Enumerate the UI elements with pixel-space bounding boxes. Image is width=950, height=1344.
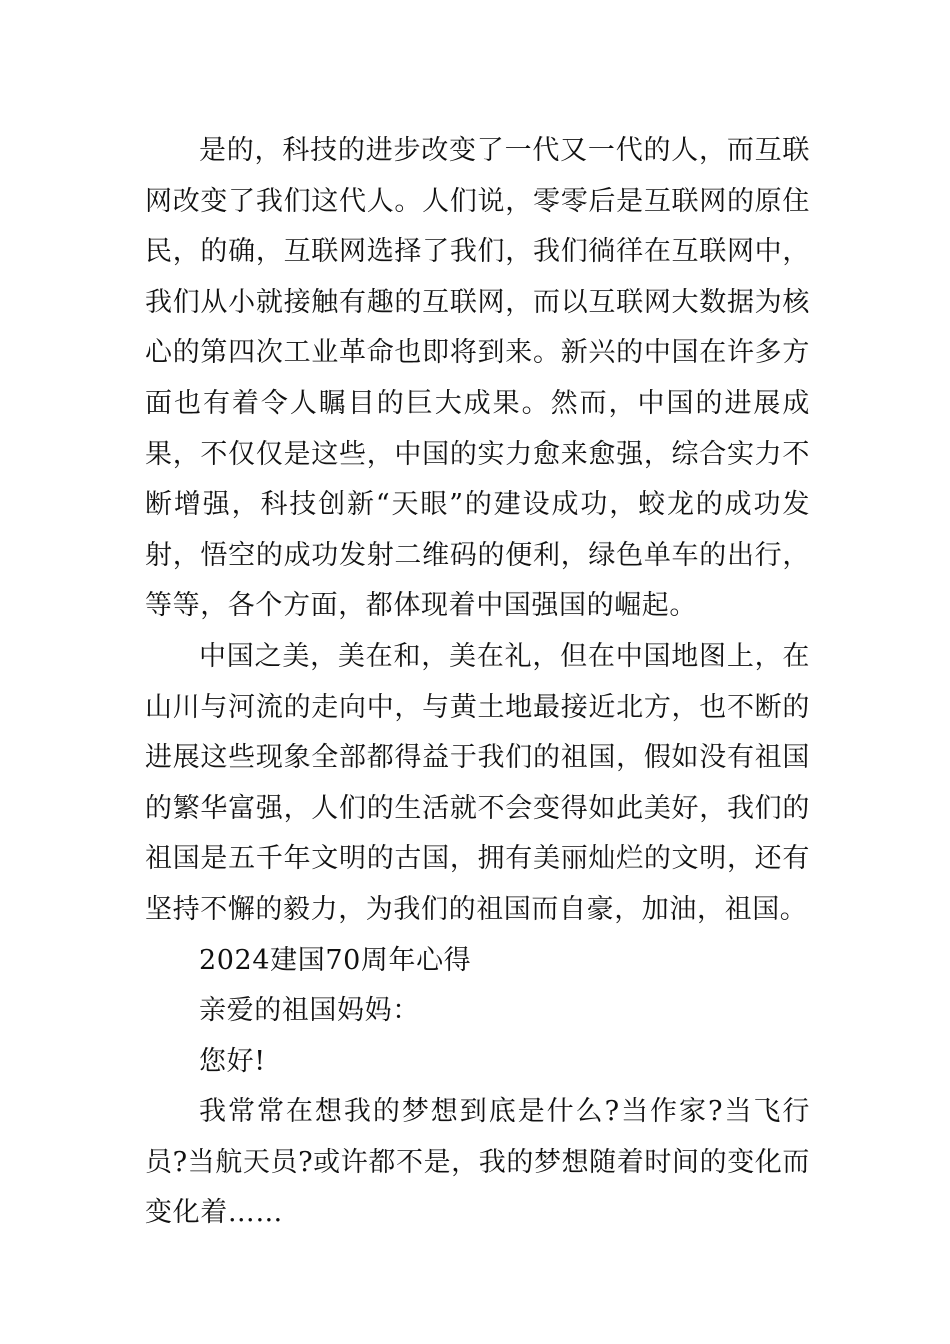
- paragraph-dream: 我常常在想我的梦想到底是什么?当作家?当飞行员?当航天员?或许都不是，我的梦想随着时间的变化而变化着……: [145, 1096, 810, 1229]
- letter-greeting: 您好!: [199, 1045, 266, 1077]
- paragraph-beauty-of-china: 中国之美，美在和，美在礼，但在中国地图上，在山川与河流的走向中，与黄土地最接近北方，也不断的进展这些现象全部都得益于我们的祖国，假如没有祖国的繁华富强，人们的生活就不会变得如此美好，我们的祖国是五千年文明的古国，拥有美丽灿烂的文明，还有坚持不懈的毅力，为我们的祖国而自豪，加油，祖国。: [145, 640, 810, 925]
- letter-salutation: 亲爱的祖国妈妈：: [199, 995, 420, 1027]
- paragraph-technology: 是的，科技的进步改变了一代又一代的人，而互联网改变了我们这代人。人们说，零零后是互联网的原住民，的确，互联网选择了我们，我们徜徉在互联网中，我们从小就接触有趣的互联网，而以互联网大数据为核心的第四次工业革命也即将到来。新兴的中国在许多方面也有着令人瞩目的巨大成果。然而，中国的进展成果，不仅仅是这些，中国的实力愈来愈强，综合实力不断增强，科技创新“天眼”的建设成功，蛟龙的成功发射，悟空的成功发射二维码的便利，绿色单车的出行，等等，各个方面，都体现着中国强国的崛起。: [145, 135, 810, 622]
- section-heading: 2024建国70周年心得: [199, 944, 472, 976]
- document-body: [145, 126, 810, 1239]
